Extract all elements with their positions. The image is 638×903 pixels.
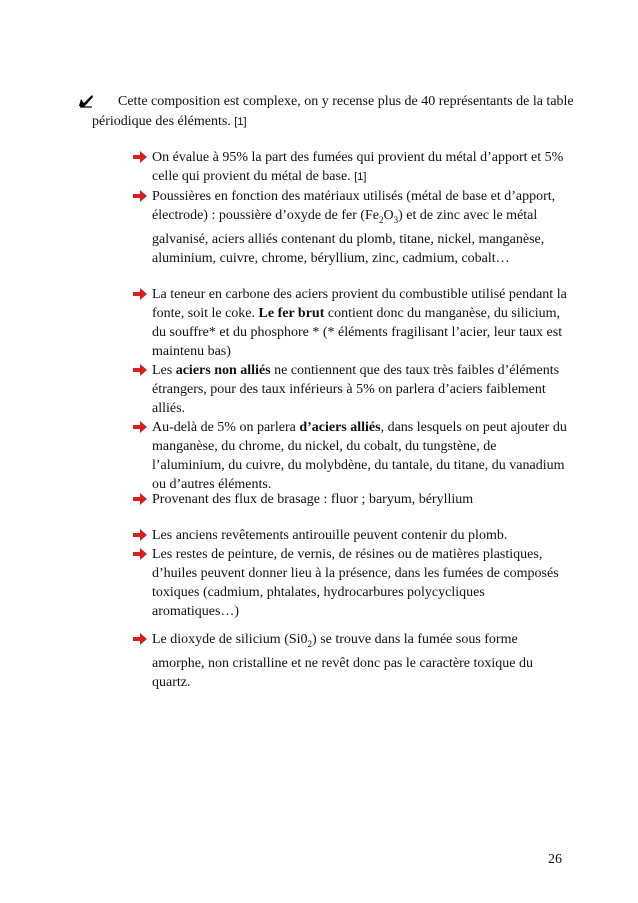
pencil-check-icon [78, 94, 94, 108]
bullet-group-1 [152, 148, 572, 268]
arrow-right-icon [133, 421, 147, 433]
arrow-right-icon [133, 288, 147, 300]
reference: [1] [234, 116, 247, 128]
page-number: 26 [548, 852, 562, 867]
list-item: Le dioxyde de silicium $(Si0_2)$ se trouve dans la fumée sous forme amorphe, non cristalline et ne revêt donc pas le caractère toxique du quartz. [152, 630, 572, 692]
list-item: Poussières en fonction des matériaux utilisés (métal de base et d’apport, électrode) : poussière d’oxyde de fer $(Fe_2O_3)$ et de zinc avec le métal galvanisé, aciers alliés contenant du plomb, titane, nickel, manganèse, aluminium, cuivre, chrome, béryllium, zinc, cadmium, cobalt… [152, 187, 572, 268]
bullet-group-3 [152, 490, 572, 509]
intro-paragraph [92, 92, 592, 132]
list-item: Les aciers non alliés ne contiennent que des taux très faibles d’éléments étrangers, pour des taux inférieurs à 5% on parlera d’aciers faiblement alliés. [152, 361, 572, 418]
intro-text: Cette composition est complexe, on y recense plus de 40 représentants de la table périodique des éléments. [92, 94, 574, 129]
list-item: Au-delà de 5% on parlera d’aciers alliés, dans lesquels on peut ajouter du manganèse, du chrome, du nickel, du cobalt, du tungstène, de l’aluminium, du cuivre, du molybdène, du tantale, du titane, du vanadium ou d’autres éléments. [152, 418, 572, 494]
list-item: Les anciens revêtements antirouille peuvent contenir du plomb. [152, 526, 572, 545]
list-item: La teneur en carbone des aciers provient du combustible utilisé pendant la fonte, soit le coke. Le fer brut contient donc du manganèse, du silicium, du souffre* et du phosphore * (* éléments fragilisant l’acier, leur taux est maintenu bas) [152, 285, 572, 361]
arrow-right-icon [133, 548, 147, 560]
arrow-right-icon [133, 529, 147, 541]
list-item: On évalue à 95% la part des fumées qui provient du métal d’apport et 5% celle qui provient du métal de base. [1] [152, 148, 572, 187]
bullet-group-2 [152, 285, 572, 494]
bullet-group-4 [152, 526, 572, 621]
arrow-right-icon [133, 151, 147, 163]
arrow-right-icon [133, 190, 147, 202]
list-item: Provenant des flux de brasage : fluor ; baryum, béryllium [152, 490, 572, 509]
arrow-right-icon [133, 493, 147, 505]
bullet-group-5 [152, 630, 572, 692]
list-item: Les restes de peinture, de vernis, de résines ou de matières plastiques, d’huiles peuvent donner lieu à la présence, dans les fumées de composés toxiques (cadmium, phtalates, hydrocarbures polycycliques aromatiques…) [152, 545, 572, 621]
reference: [1] [354, 171, 367, 183]
arrow-right-icon [133, 364, 147, 376]
arrow-right-icon [133, 633, 147, 645]
